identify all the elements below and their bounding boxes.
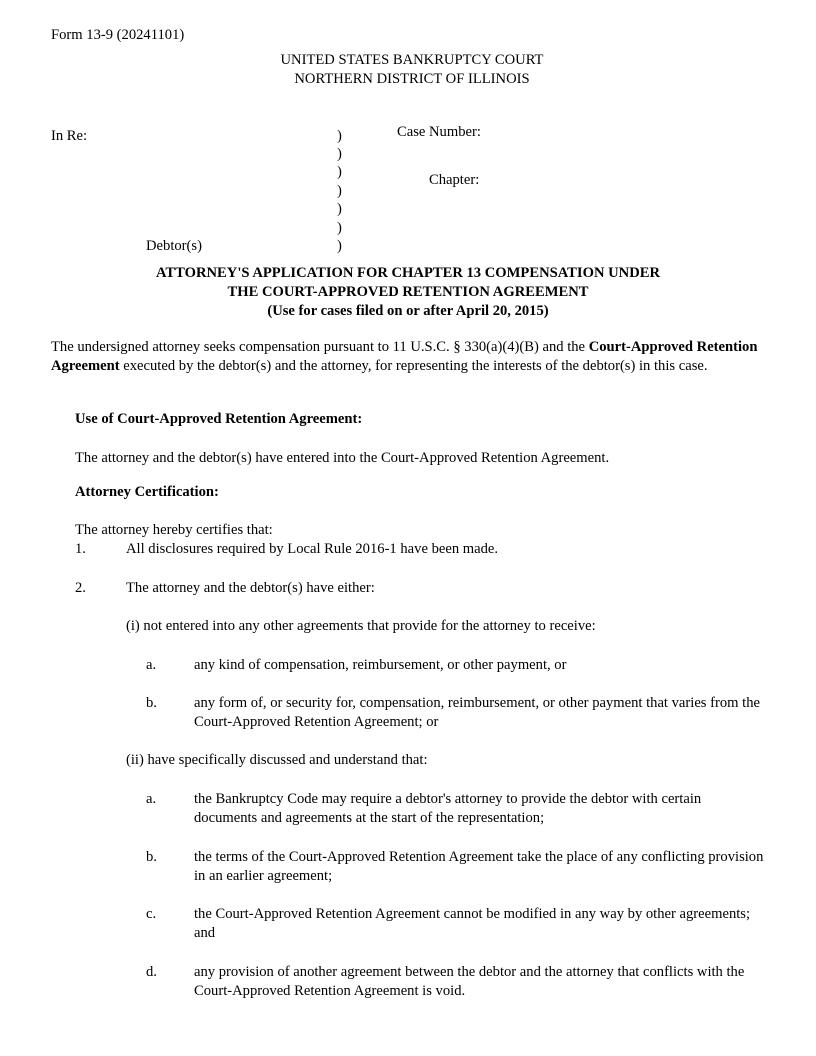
form-id: Form 13-9 (20241101)	[51, 27, 185, 43]
item-2-text: The attorney and the debtor(s) have either:	[126, 580, 375, 596]
option-ii-text: (ii) have specifically discussed and understand that:	[126, 752, 428, 768]
certification-heading: Attorney Certification:	[75, 484, 219, 500]
caption-paren: )	[337, 164, 342, 180]
case-number-label: Case Number:	[397, 124, 481, 140]
title-line-2: THE COURT-APPROVED RETENTION AGREEMENT	[227, 284, 589, 300]
caption-paren: )	[337, 146, 342, 162]
caption-paren: )	[337, 201, 342, 217]
item-2-number: 2.	[75, 580, 86, 596]
use-heading: Use of Court-Approved Retention Agreement:	[75, 411, 363, 427]
agreement-name: Court-Approved Retention Agreement	[51, 339, 758, 374]
caption-paren: )	[337, 238, 342, 254]
item-1-text: All disclosures required by Local Rule 2016-1 have been made.	[126, 541, 499, 557]
court-district: NORTHERN DISTRICT OF ILLINOIS	[294, 71, 530, 87]
title-line-1: ATTORNEY'S APPLICATION FOR CHAPTER 13 COMPENSATION UNDER	[155, 265, 661, 281]
option-i-a-label: a.	[146, 657, 157, 673]
option-ii-c-label: c.	[146, 906, 157, 922]
option-i-a-text: any kind of compensation, reimbursement, or other payment, or	[194, 657, 567, 673]
caption-paren: )	[337, 220, 342, 236]
debtor-label: Debtor(s)	[146, 238, 202, 254]
chapter-label: Chapter:	[429, 172, 480, 188]
option-i-text: (i) not entered into any other agreements that provide for the attorney to receive:	[126, 618, 596, 634]
title-line-3: (Use for cases filed on or after April 20, 2015)	[267, 303, 549, 319]
court-name: UNITED STATES BANKRUPTCY COURT	[280, 52, 544, 68]
option-ii-d-label: d.	[146, 964, 157, 980]
intro-paragraph: The undersigned attorney seeks compensation pursuant to 11 U.S.C. § 330(a)(4)(B) and the Court-Approved Retention Agreement executed by the debtor(s) and the attorney, for representing the interests of the debtor(s) in this case.	[51, 339, 758, 374]
certification-lead: The attorney hereby certifies that:	[75, 522, 273, 538]
option-ii-a-label: a.	[146, 791, 157, 807]
option-ii-a-text: the Bankruptcy Code may require a debtor's attorney to provide the debtor with certain documents and agreements at the start of the representation;	[194, 791, 702, 826]
item-1-number: 1.	[75, 541, 86, 557]
option-i-b-label: b.	[146, 695, 157, 711]
use-text: The attorney and the debtor(s) have entered into the Court-Approved Retention Agreement.	[75, 450, 610, 466]
option-ii-c-text: the Court-Approved Retention Agreement cannot be modified in any way by other agreements; and	[194, 906, 751, 941]
caption-paren: )	[337, 128, 342, 144]
option-ii-b-text: the terms of the Court-Approved Retention Agreement take the place of any conflicting provision in an earlier agreement;	[194, 849, 764, 884]
option-ii-b-label: b.	[146, 849, 157, 865]
in-re-label: In Re:	[51, 128, 88, 144]
option-ii-d-text: any provision of another agreement between the debtor and the attorney that conflicts with the Court-Approved Retention Agreement is void.	[194, 964, 745, 999]
caption-paren: )	[337, 183, 342, 199]
option-i-b-text: any form of, or security for, compensation, reimbursement, or other payment that varies from the Court-Approved Retention Agreement; or	[194, 695, 760, 730]
